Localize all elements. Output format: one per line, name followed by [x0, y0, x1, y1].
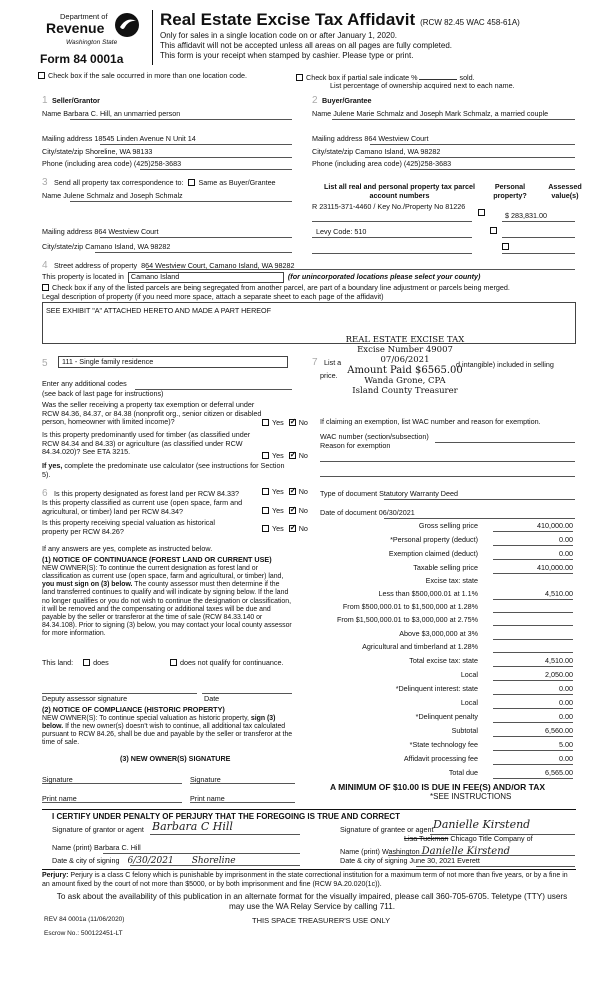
personal-value[interactable]: 0.00	[493, 536, 573, 546]
legal-description-field[interactable]	[42, 302, 576, 344]
correspondence-label: Send all property tax correspondence to:	[54, 178, 184, 187]
taxable-value[interactable]: 410,000.00	[493, 564, 573, 574]
use-code-field[interactable]: 111 - Single family residence	[58, 356, 288, 368]
tech-fee-value[interactable]: 5.00	[493, 741, 573, 751]
doc-date-label: Date of document	[320, 508, 377, 517]
assessed-value-1[interactable]: $ 283,831.00	[505, 211, 547, 220]
legal-label: Legal description of property (if you need more space, attach a separate sheet to each page of the affidavit)	[42, 292, 384, 301]
stamp-line5: Wanda Grone, CPA	[364, 375, 446, 386]
exempt-value[interactable]: 0.00	[493, 550, 573, 560]
timber-yes-label: Yes	[272, 451, 284, 460]
historic-yes-checkbox[interactable]	[262, 525, 269, 532]
if-yes-note: If any answers are yes, complete as instructed below.	[42, 544, 213, 553]
delinq-state-value[interactable]: 0.00	[493, 685, 573, 695]
grantee-date-label: Date & city of signing	[340, 856, 408, 865]
notice2-a: NEW OWNER(S): To continue special valuation as historic property,	[42, 715, 249, 722]
deputy-date-label: Date	[204, 694, 220, 703]
list-pct-label: List percentage of ownership acquired next to each name.	[330, 81, 515, 90]
escrow-number: Escrow No.: 500122451-LT	[44, 930, 123, 937]
notice2-b: sign (3) below.	[42, 715, 276, 731]
notice1-a: NEW OWNER(S): To continue the current designation as forest land or classification as current use (open space, farm and agricultural, or timber) land,	[42, 565, 284, 581]
total-state-label: Total excise tax: state	[409, 656, 478, 665]
certify-heading: I CERTIFY UNDER PENALTY OF PERJURY THAT THE FOREGOING IS TRUE AND CORRECT	[52, 812, 401, 821]
excise-state-label: Excise tax: state	[425, 576, 478, 585]
reason-field-1[interactable]	[320, 461, 575, 462]
taxable-label: Taxable selling price	[413, 563, 478, 572]
grantor-name-label: Name (print)	[52, 843, 92, 852]
grantee-sig-label: Signature of grantee or agent	[340, 825, 434, 834]
located-note: (for unincorporated locations please select your county)	[287, 272, 481, 281]
historic-no-checkbox[interactable]	[289, 525, 296, 532]
treasurer-stamp	[340, 336, 470, 396]
current-use-yes-checkbox[interactable]	[262, 507, 269, 514]
street-field[interactable]: 864 Westview Court, Camano Island, WA 98282	[141, 261, 295, 270]
personal-label: *Personal property (deduct)	[390, 535, 478, 544]
minimum-note: A MINIMUM OF $10.00 IS DUE IN FEE(S) AND/OR TAX	[330, 782, 546, 792]
header-sub2: This affidavit will not be accepted unless all areas on all pages are fully completed.	[160, 41, 453, 50]
corr-name-label: Name	[42, 191, 62, 200]
grantee-name-label: Name (print)	[340, 847, 380, 856]
section-1-number: 1	[42, 95, 48, 106]
seller-city-label: City/state/zip	[42, 147, 84, 156]
see-instructions: *SEE INSTRUCTIONS	[430, 792, 512, 801]
stamp-line3: 07/06/2021	[380, 354, 430, 365]
doc-type-field[interactable]: Statutory Warranty Deed	[379, 489, 458, 498]
wac-field[interactable]	[435, 442, 575, 443]
affidavit-fee-label: Affidavit processing fee	[403, 754, 478, 763]
partial-sale-label: Check box if partial sale indicate %	[306, 73, 418, 82]
affidavit-fee-value[interactable]: 0.00	[493, 755, 573, 765]
owner-print-label-2: Print name	[190, 794, 225, 803]
dor-logo	[40, 10, 150, 48]
street-label: Street address of property	[54, 261, 138, 270]
historic-no-label: No	[298, 524, 308, 533]
dor-swirl-icon	[112, 12, 142, 38]
s7-claim-label: If claiming an exemption, list WAC number and reason for exemption.	[320, 417, 541, 426]
corr-mail-label: Mailing address	[42, 227, 93, 236]
buyer-name-field[interactable]: Julene Marie Schmalz and Joseph Mark Schmalz, a married couple	[333, 109, 549, 118]
section-7-number: 7	[312, 357, 318, 368]
grantor-city-field[interactable]: Shoreline	[191, 856, 236, 866]
section-3-number: 3	[42, 177, 48, 188]
buyer-mail-label: Mailing address	[312, 134, 363, 143]
bracket3-label: From $1,500,000.01 to $3,000,000 at 2.75%	[336, 615, 478, 624]
q2-note: complete the predominate use calculator (see instructions for Section 5).	[42, 461, 285, 479]
grantor-date-field[interactable]: 6/30/2021	[127, 856, 174, 866]
seller-heading: Seller/Grantor	[52, 96, 100, 105]
legal-description-text: SEE EXHIBIT "A" ATTACHED HERETO AND MADE A PART HEREOF	[46, 306, 272, 315]
grantor-signature[interactable]: Barbara C Hill	[152, 820, 233, 833]
subtotal-label: Subtotal	[451, 726, 478, 735]
total-due-label: Total due	[448, 768, 478, 777]
exempt-label: Exemption claimed (deduct)	[388, 549, 478, 558]
owner-sig-label-1: Signature	[42, 775, 73, 784]
grantee-company-struck: Lisa Tuckman	[404, 834, 449, 843]
segregated-label: Check box if any of the listed parcels are being segregated from another parcel, are part of a boundary line adjustment or parcels being merged.	[52, 283, 510, 292]
q-current-use: Is this property classified as current use (open space, farm and agricultural, or timber) land per RCW 84.34?	[42, 498, 243, 516]
notice1-c: The county assessor must then determine if the land transferred continues to qualify and will indicate by signing below. If the land no longer qualifies or you do not wish to continue the designation or classification, it will be removed and the compensating or additional taxes will be due and payable by the seller or transferor at the time of sale (RCW 84.33.140 or 84.34.108). Prior to signing (3) below, you may contact your local county assessor for more information.	[42, 581, 292, 638]
treasurer-use-label: THIS SPACE TREASURER'S USE ONLY	[252, 916, 391, 925]
does-label: does	[93, 658, 109, 667]
personal-col-header: Personal property?	[493, 182, 527, 200]
certify-divider	[42, 809, 576, 810]
exemption-no-label: No	[298, 418, 308, 427]
q2-note-bold: If yes,	[42, 461, 63, 470]
q-historic: Is this property receiving special valuation as historical property per RCW 84.26?	[42, 518, 215, 536]
dept-line3: Washington State	[66, 39, 118, 46]
parcel-row2[interactable]: Levy Code: 510	[316, 227, 367, 236]
buyer-name-label: Name	[312, 109, 332, 118]
buyer-heading: Buyer/Grantee	[322, 96, 372, 105]
perjury-box	[42, 869, 576, 890]
reason-field-2[interactable]	[320, 476, 575, 477]
partial-sale-checkbox[interactable]	[296, 74, 303, 81]
forest-yes-checkbox[interactable]	[262, 488, 269, 495]
local-value[interactable]: 2,050.00	[493, 671, 573, 681]
section-2-number: 2	[312, 95, 318, 106]
reason-label: Reason for exemption	[320, 441, 391, 450]
seller-phone-label: Phone (including area code)	[42, 159, 132, 168]
current-use-no-checkbox[interactable]	[289, 507, 296, 514]
grantor-sig-label: Signature of grantor or agent	[52, 825, 144, 834]
section-5-number: 5	[42, 358, 48, 369]
total-state-value[interactable]: 4,510.00	[493, 657, 573, 667]
timber-yes-checkbox[interactable]	[262, 452, 269, 459]
exemption-yes-label: Yes	[272, 418, 284, 427]
bracket2-label: From $500,000.01 to $1,500,000 at 1.28%	[342, 602, 478, 611]
historic-yes-label: Yes	[272, 524, 284, 533]
header-divider	[152, 10, 153, 65]
bracket3-value[interactable]	[493, 616, 573, 626]
seller-name-label: Name	[42, 109, 62, 118]
gross-value[interactable]: 410,000.00	[493, 522, 573, 532]
corr-name-field[interactable]: Julene Schmalz and Joseph Schmalz	[63, 191, 183, 200]
forest-no-checkbox[interactable]	[289, 488, 296, 495]
parcel-row1[interactable]: R 23115-371-4460 / Key No./Property No 81226	[312, 202, 466, 211]
partial-sale-pct-field[interactable]	[419, 72, 457, 80]
buyer-phone-field[interactable]: (425)258-3683	[403, 159, 452, 168]
form-rcw: (RCW 82.45 WAC 458-61A)	[420, 18, 520, 27]
header-sub3: This form is your receipt when stamped by cashier. Please type or print.	[160, 51, 414, 60]
delinq-state-label: *Delinquent interest: state	[395, 684, 478, 693]
total-due-value[interactable]: 6,565.00	[493, 769, 573, 779]
notice1-heading: (1) NOTICE OF CONTINUANCE (FOREST LAND OR CURRENT USE)	[42, 555, 272, 564]
does-not-checkbox[interactable]	[170, 659, 177, 666]
delinq-penalty-label: *Delinquent penalty	[415, 712, 478, 721]
alternate-format-note: To ask about the availability of this publication in an alternate format for the visually impaired, please call 360-705-6705. Teletype (TTY) users may use the WA Relay Service by calling 711.	[56, 892, 568, 912]
section-6-number: 6	[42, 488, 48, 499]
q-forest-land: Is this property designated as forest land per RCW 84.33?	[54, 489, 239, 498]
segregated-checkbox[interactable]	[42, 284, 49, 291]
buyer-city-label: City/state/zip	[312, 147, 354, 156]
form-number: Form 84 0001a	[40, 52, 124, 66]
buyer-mail-field[interactable]: 864 Westview Court	[364, 134, 429, 143]
notice3-heading: (3) NEW OWNER(S) SIGNATURE	[120, 754, 231, 763]
bracket4-value[interactable]	[493, 630, 573, 640]
corr-mail-field[interactable]: 864 Westview Court	[94, 227, 159, 236]
tech-fee-label: *State technology fee	[409, 740, 478, 749]
corr-city-label: City/state/zip	[42, 242, 84, 251]
bracket1-value[interactable]: 4,510.00	[493, 590, 573, 600]
grantee-signature[interactable]: Danielle Kirstend	[433, 818, 531, 831]
add-codes-label: Enter any additional codes	[42, 379, 127, 388]
local2-label: Local	[460, 698, 478, 707]
forest-no-label: No	[298, 487, 308, 496]
timber-no-label: No	[298, 451, 308, 460]
stamp-line6: Island County Treasurer	[352, 385, 458, 396]
multi-location-label: Check box if the sale occurred in more than one location code.	[48, 71, 247, 80]
bracket5-label: Agricultural and timberland at 1.28%	[362, 642, 478, 651]
bracket4-label: Above $3,000,000 at 3%	[399, 629, 478, 638]
this-land-label: This land:	[42, 658, 74, 667]
stamp-line2: Excise Number 49007	[357, 344, 453, 355]
does-not-label: does not qualify for continuance.	[180, 658, 284, 667]
parcel-col-header: List all real and personal property tax parcel account numbers	[324, 182, 475, 200]
timber-no-checkbox[interactable]	[289, 452, 296, 459]
q-exemption-deferral: Was the seller receiving a property tax exemption or deferral under RCW 84.36, 84.37, or 84.38 (nonprofit org., senior citizen or disabled person, homeowner with limited income)?	[42, 400, 262, 427]
q-timber-agri: Is this property predominantly used for timber (as classified under RCW 84.34 and 84.33) or agriculture (as classified under RCW 84.34.020)? See ETA 3215.	[42, 430, 251, 457]
perjury-bold: Perjury:	[42, 872, 69, 879]
s7-list-label: List a	[324, 358, 342, 367]
wac-label: WAC number (section/subsection)	[320, 432, 429, 441]
sold-label: sold.	[459, 73, 475, 82]
corr-city-field[interactable]: Camano Island, WA 98282	[85, 242, 171, 251]
subtotal-value[interactable]: 6,560.00	[493, 727, 573, 737]
exemption-yes-checkbox[interactable]	[262, 419, 269, 426]
rev-label: REV 84 0001a (11/06/2020)	[44, 916, 125, 923]
notice2-c: If the new owner(s) doesn't wish to continue, all additional tax calculated pursuant to RCW 84.26, shall be due and payable by the seller or transferor at the time of sale.	[42, 723, 293, 747]
notice1-b: you must sign on (3) below.	[42, 581, 133, 589]
current-use-yes-label: Yes	[272, 506, 284, 515]
personal-property-checkbox-3[interactable]	[502, 243, 509, 250]
buyer-city-field[interactable]: Camano Island, WA 98282	[355, 147, 441, 156]
seller-mail-label: Mailing address	[42, 134, 93, 143]
forest-yes-label: Yes	[272, 487, 284, 496]
grantee-date-field[interactable]: June 30, 2021 Everett	[409, 856, 480, 865]
same-as-buyer-label: Same as Buyer/Grantee	[198, 178, 276, 187]
s7-list-label-b: d intangible) included in selling	[456, 360, 554, 369]
delinq-penalty-value[interactable]: 0.00	[493, 713, 573, 723]
grantor-date-label: Date & city of signing	[52, 856, 120, 865]
dept-line2: Revenue	[46, 20, 105, 36]
stamp-line4: Amount Paid $6565.00	[347, 365, 463, 377]
owner-sig-label-2: Signature	[190, 775, 221, 784]
personal-property-checkbox-2[interactable]	[490, 227, 497, 234]
form-title: Real Estate Excise Tax Affidavit	[160, 10, 416, 29]
local2-value[interactable]: 0.00	[493, 699, 573, 709]
seller-city-field[interactable]: Shoreline, WA 98133	[85, 147, 153, 156]
see-back-label: (see back of last page for instructions)	[42, 389, 164, 398]
perjury-text: Perjury is a class C felony which is punishable by imprisonment in the state correctional institution for a maximum term of not more than five years, or by a fine in an amount fixed by the court of not more than $5000, or by both imprisonment and fine (RCW 9A.20.020(1c)).	[42, 872, 568, 888]
grantee-name-field[interactable]: Washington	[381, 847, 420, 856]
personal-property-checkbox-1[interactable]	[478, 209, 485, 216]
bracket5-value[interactable]	[493, 643, 573, 653]
same-as-buyer-checkbox[interactable]	[188, 179, 195, 186]
located-select[interactable]: Camano Island	[128, 272, 284, 283]
grantee-name-signature: Danielle Kirstend	[421, 846, 511, 857]
notice2-heading: (2) NOTICE OF COMPLIANCE (HISTORIC PROPERTY)	[42, 705, 225, 714]
current-use-no-label: No	[298, 506, 308, 515]
grantor-name-field[interactable]: Barbara C. Hill	[93, 843, 141, 852]
dept-line1: Department of	[60, 12, 108, 21]
buyer-phone-label: Phone (including area code)	[312, 159, 402, 168]
s7-price-label: price.	[320, 371, 338, 380]
multi-location-checkbox[interactable]	[38, 72, 45, 79]
doc-type-label: Type of document	[320, 489, 378, 498]
header-sub1: Only for sales in a single location code on or after January 1, 2020.	[160, 31, 398, 40]
stamp-line1: REAL ESTATE EXCISE TAX	[345, 335, 465, 345]
exemption-no-checkbox[interactable]	[289, 419, 296, 426]
bracket1-label: Less than $500,000.01 at 1.1%	[378, 589, 478, 598]
assessed-col-header: Assessed value(s)	[548, 182, 582, 200]
grantee-company: Chicago Title Company of	[450, 834, 533, 843]
bracket2-value[interactable]	[493, 603, 573, 613]
owner-print-label-1: Print name	[42, 794, 77, 803]
does-checkbox[interactable]	[83, 659, 90, 666]
section-4-number: 4	[42, 260, 48, 271]
local-label: Local	[460, 670, 478, 679]
seller-mail-field[interactable]: 18545 Linden Avenue N Unit 14	[94, 134, 196, 143]
gross-label: Gross selling price	[418, 521, 478, 530]
located-label: This property is located in	[42, 272, 124, 281]
seller-name-field[interactable]: Barbara C. Hill, an unmarried person	[63, 109, 181, 118]
seller-phone-field[interactable]: (425)258-3683	[133, 159, 182, 168]
doc-date-field[interactable]: 06/30/2021	[378, 508, 415, 517]
deputy-label: Deputy assessor signature	[42, 694, 128, 703]
